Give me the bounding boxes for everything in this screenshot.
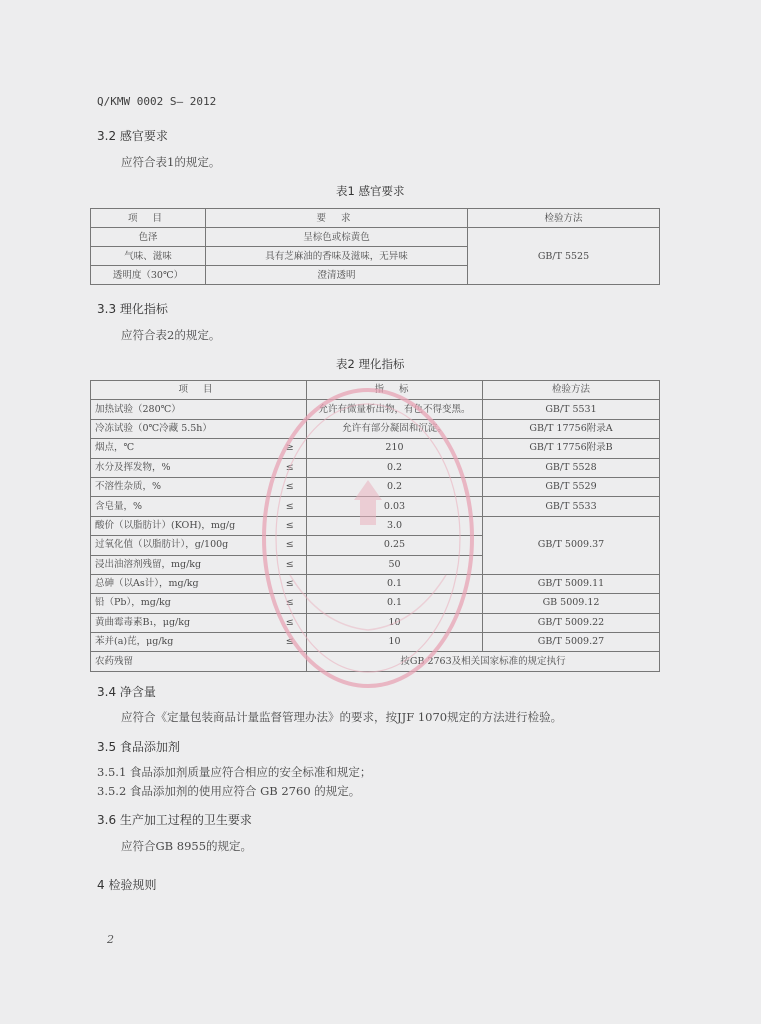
standard-code: Q/KMW 0002 S— 2012 xyxy=(97,95,217,108)
section-3-6-heading: 3.6 生产加工过程的卫生要求 xyxy=(97,813,252,827)
table-row xyxy=(91,228,660,247)
section-3-6-text: 应符合GB 8955的规定。 xyxy=(121,839,253,853)
method-cell: GB/T 5531 xyxy=(483,400,660,419)
table-row xyxy=(91,613,660,632)
value-cell: 按GB 2763及相关国家标准的规定执行 xyxy=(307,652,660,671)
table-row xyxy=(91,419,660,438)
item-cell: 含皂量，% xyxy=(91,497,274,516)
table-row xyxy=(91,400,660,419)
table-row xyxy=(91,516,660,535)
method-cell: GB/T 5529 xyxy=(483,477,660,496)
symbol-cell: ≤ xyxy=(274,594,307,613)
value-cell: 210 xyxy=(307,439,483,458)
item-cell: 黄曲霉毒素B₁，μg/kg xyxy=(91,613,274,632)
item-cell: 水分及挥发物，% xyxy=(91,458,274,477)
table-cell-method: GB/T 5525 xyxy=(468,228,660,285)
section-3-4-heading: 3.4 净含量 xyxy=(97,685,156,699)
symbol-cell: ≤ xyxy=(274,613,307,632)
value-cell: 0.2 xyxy=(307,477,483,496)
method-cell: GB/T 17756附录B xyxy=(483,439,660,458)
section-3-5-1-text: 3.5.1 食品添加剂质量应符合相应的安全标准和规定； xyxy=(97,765,372,779)
item-cell: 总砷（以As计），mg/kg xyxy=(91,574,274,593)
value-cell: 允许有微量析出物，有色不得变黑。 xyxy=(307,400,483,419)
table-cell: 澄清透明 xyxy=(206,266,468,285)
section-4-heading: 4 检验规则 xyxy=(97,878,157,892)
symbol-cell: ≥ xyxy=(274,439,307,458)
value-cell: 允许有部分凝固和沉淀。 xyxy=(307,419,483,438)
value-cell: 0.25 xyxy=(307,536,483,555)
table-row xyxy=(91,633,660,652)
symbol-cell: ≤ xyxy=(274,458,307,477)
value-cell: 50 xyxy=(307,555,483,574)
section-3-2-heading: 3.2 感官要求 xyxy=(97,129,168,143)
item-cell: 不溶性杂质，% xyxy=(91,477,274,496)
header-item: 项 目 xyxy=(91,381,307,400)
item-cell: 酸价（以脂肪计）(KOH)，mg/g xyxy=(91,516,274,535)
item-cell: 加热试验（280℃） xyxy=(91,400,274,419)
table-cell: 呈棕色或棕黄色 xyxy=(206,228,468,247)
table-row xyxy=(91,458,660,477)
header-item: 项 目 xyxy=(91,209,206,228)
value-cell: 3.0 xyxy=(307,516,483,535)
section-3-4-text: 应符合《定量包装商品计量监督管理办法》的要求，按JJF 1070规定的方法进行检验。 xyxy=(121,710,563,724)
header-method: 检验方法 xyxy=(468,209,660,228)
table-row xyxy=(91,652,660,671)
symbol-cell: ≤ xyxy=(274,574,307,593)
table-row xyxy=(91,574,660,593)
table-header-row xyxy=(91,381,660,400)
method-cell: GB/T 5009.11 xyxy=(483,574,660,593)
item-cell: 冷冻试验（0℃冷藏 5.5h） xyxy=(91,419,274,438)
table-cell: 透明度（30℃） xyxy=(91,266,206,285)
table-row xyxy=(91,439,660,458)
method-cell: GB/T 5533 xyxy=(483,497,660,516)
table1-title: 表1 感官要求 xyxy=(336,184,405,198)
symbol-cell: ≤ xyxy=(274,555,307,574)
symbol-cell: ≤ xyxy=(274,497,307,516)
table-cell: 具有芝麻油的香味及滋味，无异味 xyxy=(206,247,468,266)
header-method: 检验方法 xyxy=(483,381,660,400)
section-3-2-text: 应符合表1的规定。 xyxy=(121,155,221,169)
value-cell: 10 xyxy=(307,613,483,632)
item-cell: 铅（Pb），mg/kg xyxy=(91,594,274,613)
method-cell: GB/T 5009.37 xyxy=(483,516,660,574)
item-cell: 过氧化值（以脂肪计），g/100g xyxy=(91,536,274,555)
physicochemical-table xyxy=(90,380,660,672)
table-cell: 色泽 xyxy=(91,228,206,247)
table-header-row xyxy=(91,209,660,228)
value-cell: 0.03 xyxy=(307,497,483,516)
section-3-3-text: 应符合表2的规定。 xyxy=(121,328,221,342)
symbol-cell: ≤ xyxy=(274,536,307,555)
header-index: 指 标 xyxy=(307,381,483,400)
method-cell: GB/T 17756附录A xyxy=(483,419,660,438)
symbol-cell xyxy=(274,419,307,438)
item-cell: 浸出油溶剂残留，mg/kg xyxy=(91,555,274,574)
value-cell: 10 xyxy=(307,633,483,652)
section-3-5-2-text: 3.5.2 食品添加剂的使用应符合 GB 2760 的规定。 xyxy=(97,784,361,798)
table-row xyxy=(91,594,660,613)
item-cell: 烟点，℃ xyxy=(91,439,274,458)
symbol-cell: ≤ xyxy=(274,516,307,535)
table-cell: 气味、滋味 xyxy=(91,247,206,266)
sensory-table xyxy=(90,208,660,285)
item-cell: 苯并(a)芘，μg/kg xyxy=(91,633,274,652)
symbol-cell: ≤ xyxy=(274,633,307,652)
table2-title: 表2 理化指标 xyxy=(336,357,405,371)
value-cell: 0.1 xyxy=(307,594,483,613)
method-cell: GB/T 5009.22 xyxy=(483,613,660,632)
method-cell: GB/T 5009.27 xyxy=(483,633,660,652)
section-3-5-heading: 3.5 食品添加剂 xyxy=(97,740,180,754)
table-row xyxy=(91,477,660,496)
header-requirement: 要 求 xyxy=(206,209,468,228)
table-row xyxy=(91,497,660,516)
section-3-3-heading: 3.3 理化指标 xyxy=(97,302,168,316)
value-cell: 0.2 xyxy=(307,458,483,477)
page-number: 2 xyxy=(107,933,114,946)
method-cell: GB 5009.12 xyxy=(483,594,660,613)
item-cell: 农药残留 xyxy=(91,652,307,671)
symbol-cell xyxy=(274,400,307,419)
symbol-cell: ≤ xyxy=(274,477,307,496)
value-cell: 0.1 xyxy=(307,574,483,593)
method-cell: GB/T 5528 xyxy=(483,458,660,477)
